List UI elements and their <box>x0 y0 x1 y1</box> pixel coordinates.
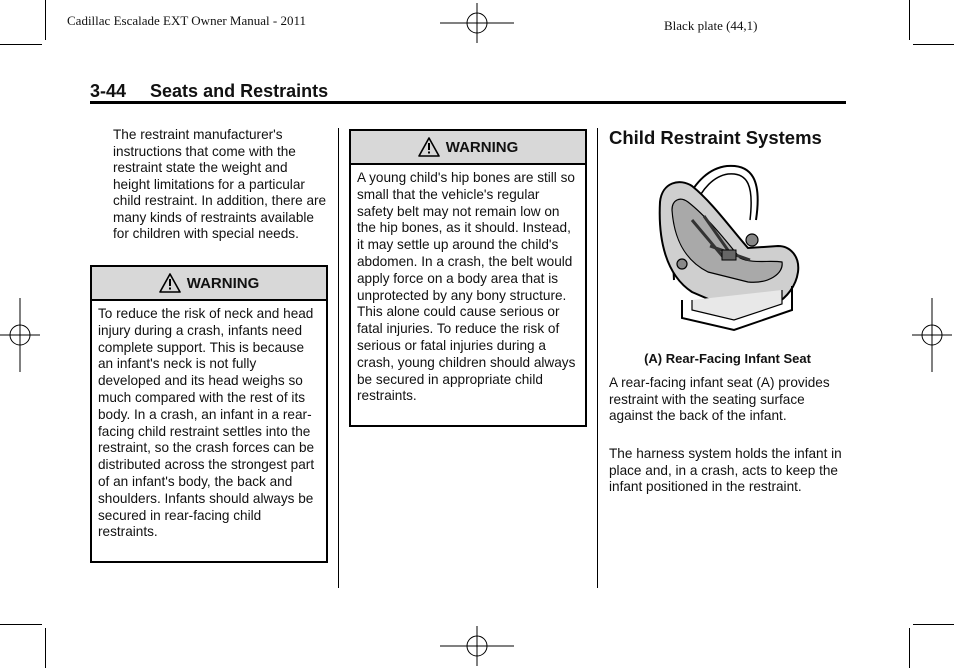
crop-mark <box>913 624 954 625</box>
warning-header <box>351 131 585 165</box>
crosshair-registration-icon <box>440 3 514 43</box>
infant-seat-illustration <box>652 160 802 332</box>
column-divider <box>597 128 598 588</box>
manual-title: Cadillac Escalade EXT Owner Manual - 2011 <box>67 13 306 28</box>
warning-label: WARNING <box>445 138 519 156</box>
warning-header <box>92 267 326 301</box>
warning-box-hip-bones <box>349 129 587 427</box>
crop-mark <box>0 44 42 45</box>
crop-mark <box>909 0 910 40</box>
child-restraint-heading: Child Restraint Systems <box>609 127 822 148</box>
warning-text: A young child's hip bones are still so small that the vehicle's regular safety belt may not remain low on the hip bones, as it should. Instead, it may settle up around the child's abdomen. In a crash, the belt would apply force on a body area that is unprotected by any bony structure. This alone could cause serious or fatal injuries. To reduce the risk of serious or fatal injuries during a crash, young children should always be secured in appropriate child restraints. <box>357 170 576 404</box>
crop-mark <box>913 44 954 45</box>
harness-system-paragraph: The harness system holds the infant in place and, in a crash, acts to keep the infant positioned in the restraint. <box>609 446 842 494</box>
section-heading <box>90 81 328 102</box>
heading-rule <box>90 101 846 104</box>
crop-mark <box>909 628 910 668</box>
plate-label: Black plate (44,1) <box>664 18 758 33</box>
figure-caption: (A) Rear-Facing Infant Seat <box>644 351 811 366</box>
crop-mark <box>0 624 42 625</box>
warning-text: To reduce the risk of neck and head injury during a crash, infants need complete support. This is because an infant's neck is not fully developed and its head weighs so much compared with the rest of its body. In a crash, an infant in a rear-facing child restraint settles into the restraint, so the crash forces can be distributed across the strongest part of an infant's body, the back and shoulders. Infants should always be secured in rear-facing child restraints. <box>98 306 315 540</box>
warning-box-neck-injury <box>90 265 328 563</box>
restraint-limitations-paragraph: The restraint manufacturer's instructions that come with the restraint state the weight and height limitations for a particular child restraint. In addition, there are many kinds of restraints available for children with special needs. <box>113 127 327 241</box>
section-title: Seats and Restraints <box>150 81 329 101</box>
crosshair-registration-icon <box>912 298 952 372</box>
warning-triangle-icon <box>159 273 181 293</box>
crop-mark <box>45 0 46 40</box>
crop-mark <box>45 628 46 668</box>
column-divider <box>338 128 339 588</box>
crosshair-registration-icon <box>440 626 514 666</box>
rear-facing-seat-paragraph: A rear-facing infant seat (A) provides restraint with the seating surface against the back of the infant. <box>609 375 830 423</box>
warning-label: WARNING <box>186 274 260 292</box>
page-number: 3-44 <box>90 81 127 101</box>
warning-triangle-icon <box>418 137 440 157</box>
crosshair-registration-icon <box>0 298 40 372</box>
